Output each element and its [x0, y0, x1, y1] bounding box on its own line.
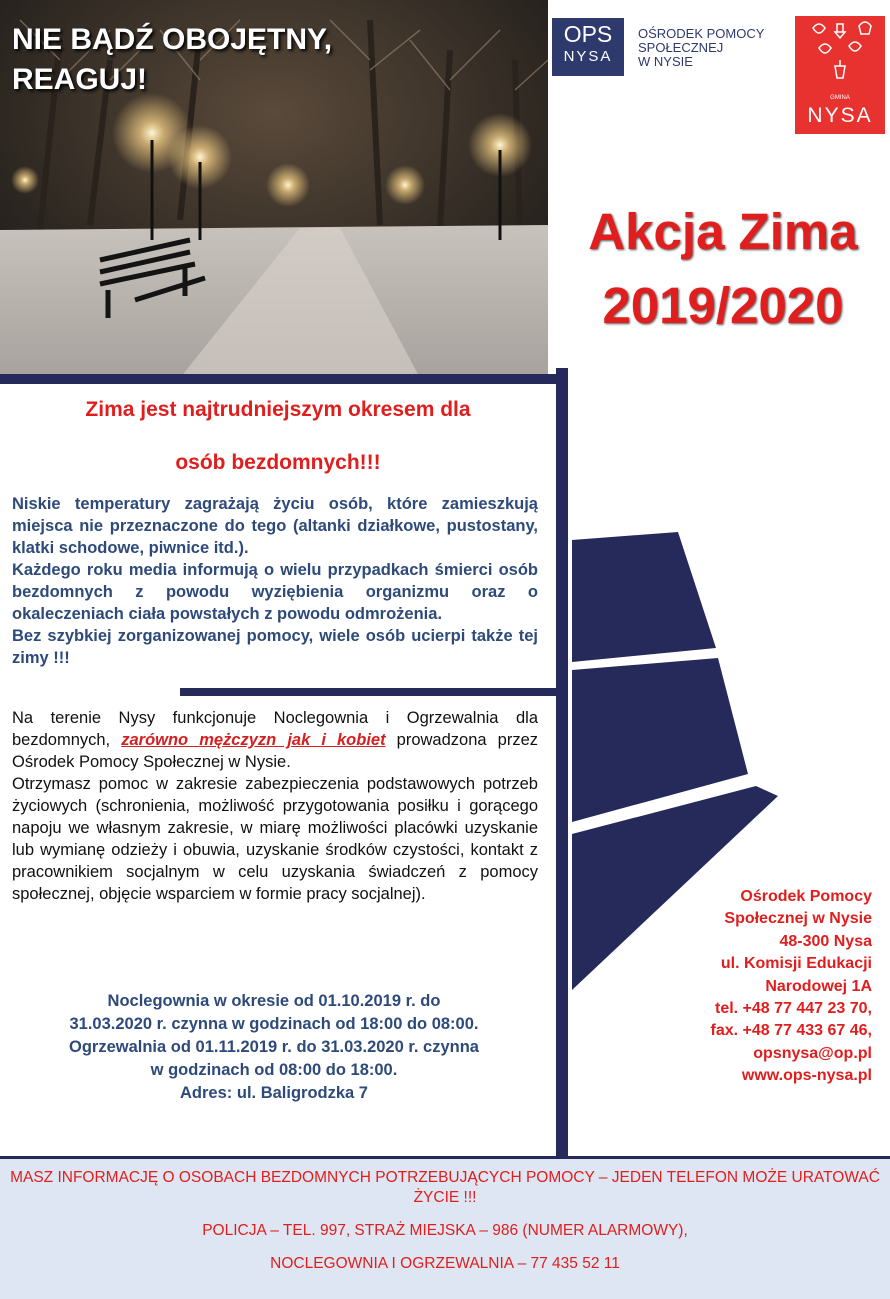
hours-line: w godzinach od 08:00 do 18:00.	[150, 1061, 398, 1079]
leaf-icon	[819, 44, 831, 53]
ops-name-line: OŚRODEK POMOCY	[638, 26, 765, 41]
contact-line: ul. Komisji Edukacji	[720, 955, 872, 973]
leaf-icon	[849, 42, 861, 51]
opening-hours	[14, 990, 534, 1105]
intro-text	[12, 493, 538, 669]
contact-line: Społecznej w Nysie	[724, 910, 872, 928]
photo-slogan: NIE BĄDŹ OBOJĘTNY, REAGUJ!	[12, 23, 333, 96]
ops-name-line: W NYSIE	[638, 54, 693, 69]
ops-name	[638, 27, 798, 69]
shelter-operator: prowadzona przez Ośrodek Pomocy Społecznej w Nysie.	[12, 731, 538, 771]
address-line: Adres: ul. Baligrodzka 7	[180, 1084, 368, 1102]
shelter-text	[12, 707, 538, 905]
shelter-emphasis: zarówno mężczyzn jak i kobiet	[121, 731, 386, 749]
headline-line-2: osób bezdomnych!!!	[175, 451, 381, 474]
cup-icon	[835, 60, 845, 78]
tulip-icon	[859, 22, 871, 34]
contact-block	[640, 886, 872, 1088]
hours-line: Ogrzewalnia od 01.11.2019 r. do 31.03.2020 r. czynna	[69, 1038, 479, 1056]
divider-middle	[180, 688, 558, 696]
contact-line: Narodowej 1A	[765, 977, 872, 995]
banner-emergency-numbers: POLICJA – TEL. 997, STRAŻ MIEJSKA – 986 (NUMER ALARMOWY),	[202, 1222, 688, 1239]
winter-park-photo	[0, 0, 548, 378]
gmina-emblem-icons	[795, 16, 885, 96]
shelter-intro: Na terenie Nysy funkcjonuje Noclegownia i Ogrzewalnia dla bezdomnych,	[12, 709, 538, 749]
intro-paragraph: Każdego roku media informują o wielu przypadkach śmierci osób bezdomnych z powodu wyziębienia organizmu oraz o okaleczeniach ciała powstałych z powodu odmrożenia.	[12, 561, 538, 623]
contact-line: 48-300 Nysa	[779, 932, 872, 950]
panel-shape	[572, 532, 716, 662]
intro-paragraph: Niskie temperatury zagrażają życiu osób, które zamieszkują miejsca nie przeznaczone do tego (altanki działkowe, pustostany, klatki schodowe, piwnice itd.).	[12, 495, 538, 557]
ops-logo	[552, 18, 624, 76]
gmina-label: GMINA	[830, 95, 850, 101]
ops-logo-bottom: NYSA	[563, 48, 613, 65]
campaign-title-line: Akcja Zima	[588, 203, 858, 260]
bottle-icon	[835, 24, 845, 38]
contact-fax: fax. +48 77 433 67 46,	[710, 1022, 872, 1040]
contact-line: Ośrodek Pomocy	[740, 888, 872, 905]
divider-top	[0, 374, 568, 384]
shelter-services: Otrzymasz pomoc w zakresie zabezpieczenia podstawowych potrzeb życiowych (schronienia, możliwość przygotowania posiłku i gorącego napoju we własnym zakresie, w miarę możliwości placówki uzyskanie lub wymianę odzieży i obuwia, uzyskanie środków czystości, kontakt z pracownikiem socjalnym w celu uzyskania świadczeń z pomocy społecznej, objęcie wsparciem w formie pracy socjalnej).	[12, 775, 538, 903]
campaign-season: 2019/2020	[602, 277, 844, 334]
headline-line-1: Zima jest najtrudniejszym okresem dla	[85, 398, 471, 421]
ops-name-line: SPOŁECZNEJ	[638, 40, 724, 55]
leaf-icon	[813, 24, 825, 33]
gmina-name: NYSA	[807, 104, 873, 127]
emergency-banner	[0, 1156, 890, 1299]
gmina-nysa-logo	[795, 16, 885, 134]
hours-line: 31.03.2020 r. czynna w godzinach od 18:00 do 08:00.	[69, 1015, 479, 1033]
contact-email[interactable]: opsnysa@op.pl	[753, 1044, 872, 1062]
banner-appeal: MASZ INFORMACJĘ O OSOBACH BEZDOMNYCH POTRZEBUJĄCYCH POMOCY – JEDEN TELEFON MOŻE URATOWAĆ ŻYCIE !!!	[10, 1169, 880, 1206]
shelter-paragraph	[12, 707, 538, 773]
banner-shelter-phone: NOCLEGOWNIA I OGRZEWALNIA – 77 435 52 11	[270, 1255, 620, 1272]
campaign-title	[558, 195, 888, 343]
ops-logo-top: OPS	[563, 21, 613, 47]
contact-phone: tel. +48 77 447 23 70,	[714, 1000, 872, 1018]
intro-paragraph: Bez szybkiej zorganizowanej pomocy, wiele osób ucierpi także tej zimy !!!	[12, 627, 538, 667]
contact-website[interactable]: www.ops-nysa.pl	[741, 1067, 872, 1085]
hours-line: Noclegownia w okresie od 01.10.2019 r. do	[107, 992, 441, 1010]
